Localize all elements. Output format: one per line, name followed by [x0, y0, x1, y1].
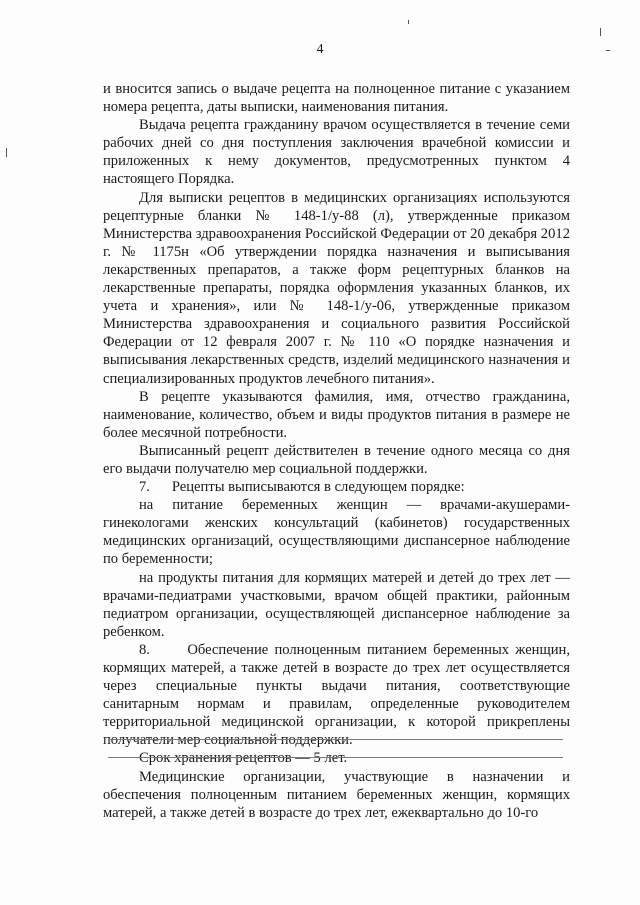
paragraph-pregnant-women: на питание беременных женщин — врачами-акушерами-гинекологами женских консультаций (кабинетов) государственных медицинских организаций, осуществляющими диспансерное наблюдение по беременности; [103, 497, 570, 568]
paragraph-continuation: и вносится запись о выдаче рецепта на полноценное питание с указанием номера рецепта, даты выписки, наименования питания. [103, 81, 570, 116]
paragraph-item-8: 8. Обеспечение полноценным питанием беременных женщин, кормящих матерей, а также детей в возрасте до трех лет осуществляется через специальные пункты выдачи питания, соответствующие санитарным нормам и правилам, определенные руководителем территориальной медицинской организации, к которой прикреплены получатели мер социальной поддержки. [103, 641, 574, 749]
scan-line-upper [108, 739, 563, 740]
paragraph-prescription-contents: В рецепте указываются фамилия, имя, отчество гражданина, наименование, количество, объем и виды продуктов питания в размере не более месячной потребности. [103, 388, 570, 441]
paragraph-item-7: 7. Рецепты выписываются в следующем порядке: [139, 479, 465, 496]
scan-mark-left [6, 148, 7, 157]
paragraph-prescription-forms: Для выписки рецептов в медицинских организациях используются рецептурные бланки № 148-1/у-88 (л), утвержденные приказом Министерства здравоохранения Российской Федерации от 20 декабря 2012 г. № 1175н «Об утверждении порядка назначения и выписывания лекарственных препаратов, а также форм рецептурных бланков на лекарственные препараты, порядка оформления указанных бланков, их учета и хранения», или № 148-1/у-06, утвержденные приказом Министерства здравоохранения и социального развития Российской Федерации от 12 февраля 2007 г. № 110 «О порядке назначения и выписывания лекарственных средств, изделий медицинского назначения и специализированных продуктов лечебного питания». [103, 189, 570, 387]
scan-mark-right-top [600, 28, 601, 36]
paragraph-medical-organizations: Медицинские организации, участвующие в назначении и обеспечения полноценным питанием беременных женщин, кормящих матерей, а также детей в возрасте до трех лет, ежеквартально до 10-го [103, 768, 570, 821]
scan-line-lower [108, 757, 563, 758]
paragraph-storage-term: Срок хранения рецептов — 5 лет. [139, 750, 348, 767]
document-body [103, 80, 574, 822]
paragraph-nursing-mothers: на продукты питания для кормящих матерей и детей до трех лет — врачами-педиатрами участковыми, врачом общей практики, районным педиатром организации, осуществляющей диспансерное наблюдение за ребенком. [103, 569, 570, 640]
paragraph-prescription-issue: Выдача рецепта гражданину врачом осуществляется в течение семи рабочих дней со дня поступления заключения врачебной комиссии и приложенных к нему документов, предусмотренных пунктом 4 настоящего Порядка. [103, 117, 570, 188]
scan-mark-top-dot [408, 20, 409, 24]
page-number: 4 [316, 42, 324, 57]
scan-mark-right-dot [606, 50, 610, 51]
paragraph-prescription-validity: Выписанный рецепт действителен в течение одного месяца со дня его выдачи получателю мер социальной поддержки. [103, 442, 570, 477]
